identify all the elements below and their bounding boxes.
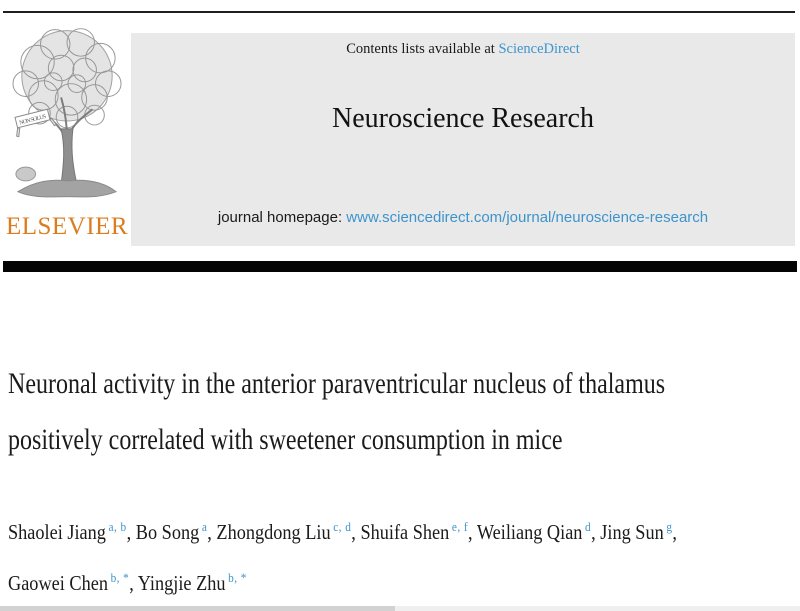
article-title-line-1: Neuronal activity in the anterior paraventricular nucleus of thalamus (8, 367, 666, 400)
contents-line-prefix: Contents lists available at (346, 41, 499, 57)
bottom-page-edge (0, 606, 800, 611)
author-separator: , (351, 520, 361, 544)
article-title-line-2: positively correlated with sweetener consumption in mice (8, 423, 563, 456)
sciencedirect-link[interactable]: ScienceDirect (498, 41, 580, 57)
journal-title: Neuroscience Research (332, 103, 594, 134)
author-name: Shaolei Jiang (8, 520, 106, 544)
journal-article-first-page (0, 11, 800, 606)
author-affiliation-sup[interactable]: a (201, 519, 208, 534)
author-line (8, 504, 688, 555)
author-name: Jing Sun (600, 520, 664, 544)
author (136, 520, 208, 544)
homepage-line-prefix: journal homepage: (217, 209, 347, 226)
author-name: Bo Song (135, 520, 200, 544)
tree-canopy (13, 29, 121, 128)
author-affiliation-sup[interactable]: b, * (228, 570, 247, 585)
author-separator: , (126, 520, 136, 544)
author-line (8, 555, 688, 606)
ground-mound (18, 180, 116, 197)
non-solus-banner-text: NON SOLUS (18, 113, 47, 127)
author-affiliation-sup[interactable]: g (666, 519, 673, 534)
author-affiliation-sup[interactable]: d (585, 519, 592, 534)
author-affiliation-sup[interactable]: a, b (108, 519, 127, 534)
author-affiliation-sup[interactable]: b, * (110, 570, 130, 585)
top-rule (3, 11, 795, 13)
elsevier-tree-logo (12, 24, 122, 218)
author-separator: , (672, 520, 678, 544)
author-separator: , (207, 520, 217, 544)
author-separator: , (591, 520, 601, 544)
author (138, 571, 247, 595)
author (600, 520, 672, 544)
tree-trunk (61, 129, 77, 184)
journal-banner (131, 33, 795, 246)
elsevier-wordmark: ELSEVIER (5, 213, 129, 240)
header-divider-bar (3, 261, 797, 272)
author-affiliation-sup[interactable]: e, f (451, 519, 469, 534)
contents-line (131, 33, 795, 58)
author (8, 520, 127, 544)
homepage-line (131, 209, 795, 226)
author-name: Weiliang Qian (476, 520, 583, 544)
author (477, 520, 591, 544)
author-name: Shuifa Shen (360, 520, 450, 544)
author (360, 520, 468, 544)
journal-homepage-url-link[interactable]: www.sciencedirect.com/journal/neuroscience-research (346, 209, 709, 226)
author-affiliation-sup[interactable]: c, d (333, 519, 352, 534)
author-separator: , (129, 571, 138, 595)
bottom-page-edge-left (0, 606, 395, 611)
author-separator: , (468, 520, 477, 544)
author-list (8, 504, 790, 606)
author-name: Yingjie Zhu (137, 571, 226, 595)
journal-header (3, 33, 795, 246)
author-name: Zhongdong Liu (216, 520, 331, 544)
elsevier-logo (3, 24, 131, 246)
bush (16, 167, 36, 181)
author-name: Gaowei Chen (8, 571, 108, 595)
author (216, 520, 351, 544)
author (8, 571, 129, 595)
article-title (8, 356, 790, 468)
